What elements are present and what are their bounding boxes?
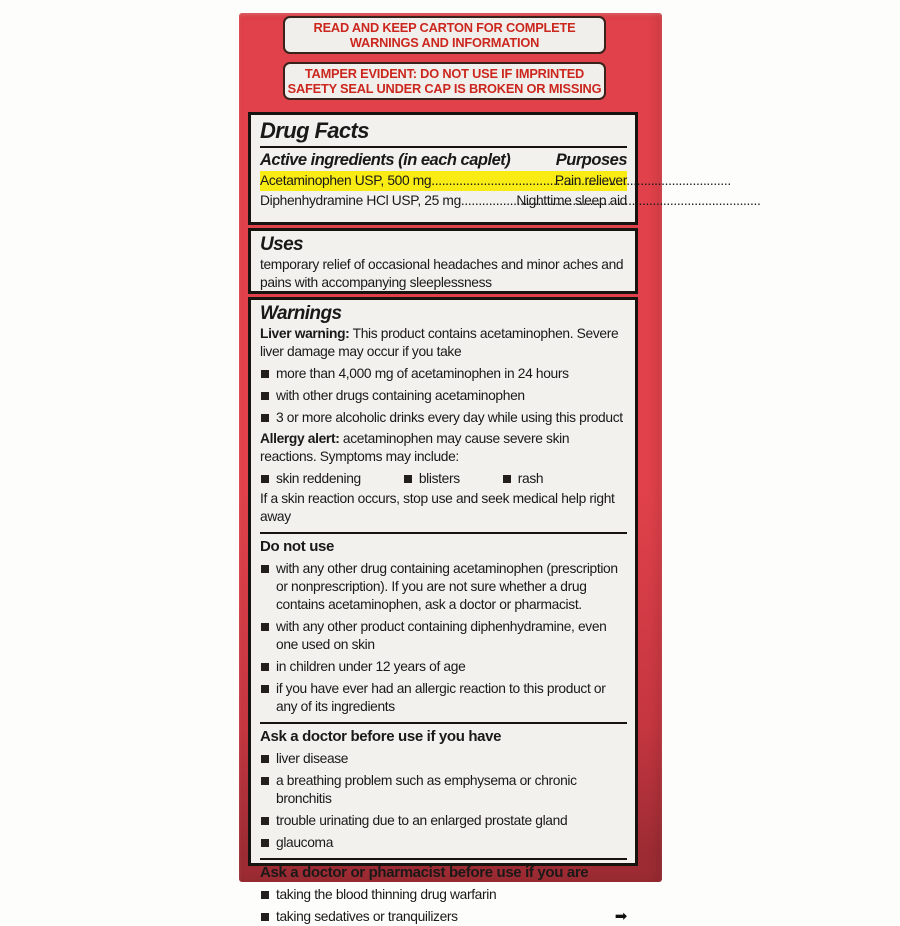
allergy-alert-paragraph: Allergy alert: acetaminophen may cause severe skin reactions. Symptoms may include: xyxy=(260,431,570,464)
notice-line: TAMPER EVIDENT: DO NOT USE IF IMPRINTED xyxy=(304,65,585,81)
list-item: skin reddening xyxy=(260,470,361,488)
square-bullet-icon xyxy=(261,755,269,763)
drug-facts-panel xyxy=(248,112,638,225)
list-item: taking the blood thinning drug warfarin xyxy=(260,886,627,904)
list-item: a breathing problem such as emphysema or chronic bronchitis xyxy=(260,772,627,808)
square-bullet-icon xyxy=(261,913,269,921)
purposes-header: Purposes xyxy=(555,151,627,169)
list-item: with any other product containing diphenhydramine, even one used on skin xyxy=(260,618,627,654)
ingredient-purpose: Nighttime sleep aid xyxy=(516,193,627,208)
liver-warning-paragraph: Liver warning: This product contains acetaminophen. Severe liver damage may occur if you take xyxy=(260,326,619,359)
read-keep-carton-notice xyxy=(283,16,606,54)
liver-warning-label: Liver warning: xyxy=(260,326,350,341)
medicine-carton xyxy=(239,13,662,925)
uses-title: Uses xyxy=(260,234,304,255)
square-bullet-icon xyxy=(261,891,269,899)
list-item: with any other drug containing acetaminophen (prescription or nonprescription). If you are not sure whether a drug contains acetaminophen, ask a doctor or pharmacist. xyxy=(260,560,627,614)
ask-doctor-title: Ask a doctor before use if you have xyxy=(260,728,502,745)
list-item: taking sedatives or tranquilizers ➡ xyxy=(260,908,627,926)
square-bullet-icon xyxy=(261,370,269,378)
list-item: more than 4,000 mg of acetaminophen in 24 hours xyxy=(260,365,627,383)
square-bullet-icon xyxy=(261,623,269,631)
ingredient-name: Acetaminophen USP, 500 mg xyxy=(260,173,432,188)
divider xyxy=(260,722,627,724)
active-ingredients-header-row xyxy=(260,150,627,171)
ingredient-name: Diphenhydramine HCl USP, 25 mg xyxy=(260,193,461,208)
uses-panel xyxy=(248,228,638,294)
drug-facts-title: Drug Facts xyxy=(260,118,369,143)
square-bullet-icon xyxy=(503,475,511,483)
dot-leader xyxy=(461,191,516,211)
list-item: 3 or more alcoholic drinks every day while using this product xyxy=(260,409,627,427)
skin-reaction-text: If a skin reaction occurs, stop use and seek medical help right away xyxy=(260,491,615,524)
warnings-title: Warnings xyxy=(260,303,342,324)
square-bullet-icon xyxy=(261,685,269,693)
dot-leader xyxy=(431,171,555,191)
list-item: trouble urinating due to an enlarged prostate gland xyxy=(260,812,627,830)
square-bullet-icon xyxy=(261,392,269,400)
ingredient-row-diphenhydramine xyxy=(260,191,627,211)
list-item: with other drugs containing acetaminophen xyxy=(260,387,627,405)
ask-doctor-pharmacist-title: Ask a doctor or pharmacist before use if you are xyxy=(260,864,589,881)
warnings-panel xyxy=(248,297,638,925)
divider xyxy=(260,532,627,534)
square-bullet-icon xyxy=(261,777,269,785)
tamper-evident-notice xyxy=(283,62,606,100)
square-bullet-icon xyxy=(261,817,269,825)
list-item: blisters xyxy=(403,470,460,488)
list-item: in children under 12 years of age xyxy=(260,658,627,676)
list-item: if you have ever had an allergic reaction to this product or any of its ingredients xyxy=(260,680,627,716)
divider xyxy=(260,146,627,148)
square-bullet-icon xyxy=(261,565,269,573)
symptom-list xyxy=(260,470,627,488)
active-ingredients-header: Active ingredients (in each caplet) xyxy=(260,151,511,169)
notice-line: READ AND KEEP CARTON FOR COMPLETE xyxy=(313,19,576,35)
square-bullet-icon xyxy=(261,414,269,422)
allergy-alert-label: Allergy alert: xyxy=(260,431,340,446)
divider xyxy=(260,858,627,860)
continued-arrow-icon: ➡ xyxy=(614,908,627,925)
list-item: glaucoma xyxy=(260,834,627,852)
ingredient-purpose: Pain reliever xyxy=(554,173,627,188)
list-item: liver disease xyxy=(260,750,627,768)
uses-text: temporary relief of occasional headaches and minor aches and pains with accompanying sleeplessness xyxy=(260,257,624,290)
square-bullet-icon xyxy=(261,663,269,671)
square-bullet-icon xyxy=(404,475,412,483)
do-not-use-title: Do not use xyxy=(260,538,334,555)
notice-line: SAFETY SEAL UNDER CAP IS BROKEN OR MISSING xyxy=(287,81,602,96)
square-bullet-icon xyxy=(261,839,269,847)
square-bullet-icon xyxy=(261,475,269,483)
notice-line: WARNINGS AND INFORMATION xyxy=(349,35,540,50)
list-item: rash xyxy=(502,470,543,488)
ingredient-row-acetaminophen xyxy=(260,171,627,191)
